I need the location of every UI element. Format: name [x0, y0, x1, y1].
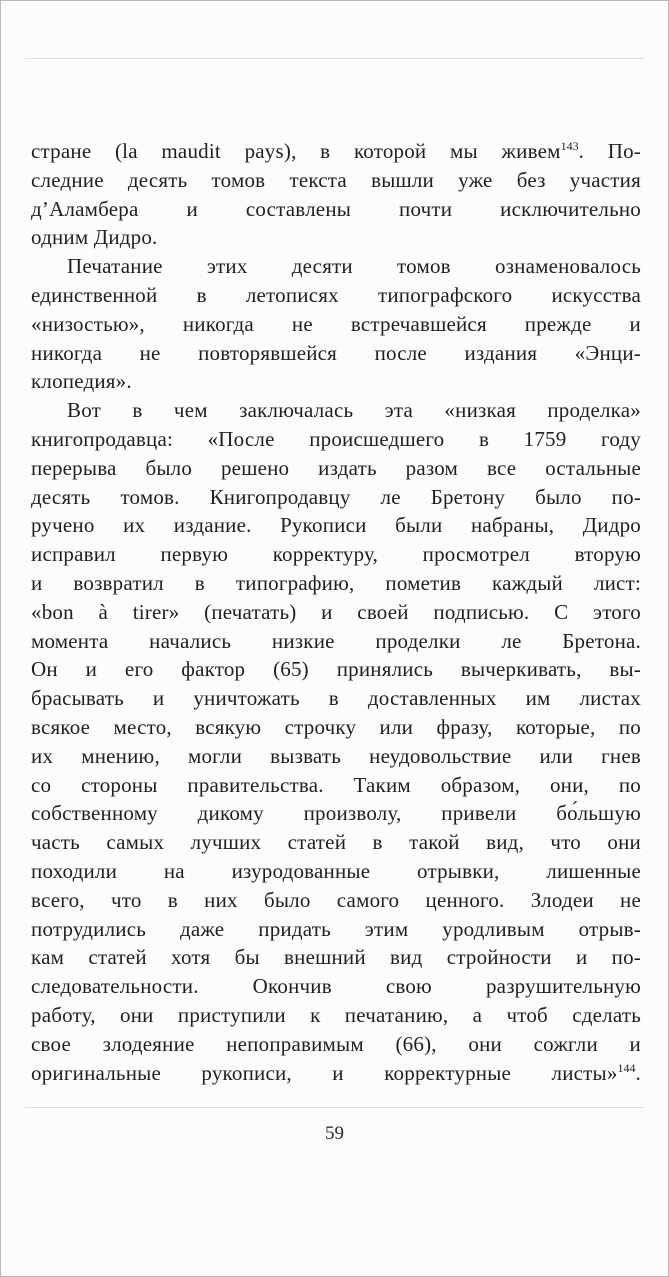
top-rule [25, 58, 644, 59]
text-line [31, 339, 641, 368]
text-line [31, 223, 641, 252]
text-line [31, 655, 641, 684]
text-line [31, 1001, 641, 1030]
text-line [31, 886, 641, 915]
text-segment: работу, они приступили к печатанию, а чтоб сделать [31, 1002, 641, 1027]
text-segment: оригинальные рукописи, и корректурные листы» [31, 1060, 618, 1085]
text-segment: брасывать и уничтожать в доставленных им листах [31, 686, 641, 711]
text-line [31, 828, 641, 857]
text-segment: «низостью», никогда не встречавшейся прежде и [31, 311, 641, 336]
text-segment: клопедия». [31, 369, 132, 394]
text-segment: стране (la maudit pays), в которой мы живем [31, 139, 561, 163]
text-segment: их мнению, могли вызвать неудовольствие или гнев [31, 743, 641, 768]
text-segment: потрудились даже придать этим уродливым отрыв- [31, 916, 641, 941]
text-segment: Он и его фактор (65) принялись вычеркивать, вы- [31, 657, 641, 682]
text-line [31, 943, 641, 972]
text-line [31, 195, 641, 224]
text-line [31, 799, 641, 828]
text-segment: ручено их издание. Рукописи были набраны, Дидро [31, 513, 641, 538]
text-segment: перерыва было решено издать разом все остальные [31, 455, 641, 480]
text-segment: д’Аламбера и составлены почти исключительно [31, 196, 641, 221]
text-segment: и возвратил в типографию, пометив каждый лист: [31, 570, 641, 595]
text-line [31, 713, 641, 742]
text-block [31, 137, 641, 1087]
text-segment: всего, что в них было самого ценного. Злодеи не [31, 887, 641, 912]
footnote-reference: 143 [560, 139, 579, 153]
text-line [31, 511, 641, 540]
footnote-reference: 144 [617, 1060, 636, 1075]
bottom-rule [25, 1107, 644, 1108]
text-line [31, 252, 641, 281]
text-segment: десять томов. Книгопродавцу ле Бретону было по- [31, 484, 641, 509]
text-segment: часть самых лучших статей в такой вид, что они [31, 830, 641, 855]
text-line [31, 540, 641, 569]
text-line [31, 454, 641, 483]
text-segment: походили на изуродованные отрывки, лишенные [31, 858, 641, 883]
text-segment: всякое место, всякую строчку или фразу, которые, по [31, 714, 641, 739]
text-line [31, 137, 641, 166]
page-number: 59 [325, 1123, 344, 1144]
text-line [31, 915, 641, 944]
text-line [31, 771, 641, 800]
text-line [31, 598, 641, 627]
text-segment: Печатание этих десяти томов ознаменовалось [67, 254, 641, 279]
text-line [31, 1059, 641, 1088]
text-line [31, 627, 641, 656]
text-line [31, 569, 641, 598]
text-segment: следние десять томов текста вышли уже без участия [31, 167, 641, 192]
text-segment: единственной в летописях типографского искусства [31, 282, 641, 307]
text-segment: исправил первую корректуру, просмотрел вторую [31, 542, 641, 567]
text-line [31, 684, 641, 713]
text-line [31, 483, 641, 512]
text-line [31, 1030, 641, 1059]
text-segment: следовательности. Окончив свою разрушительную [31, 974, 641, 999]
text-segment: свое злодеяние непоправимым (66), они сожгли и [31, 1031, 641, 1056]
text-segment: момента начались низкие проделки ле Бретона. [31, 628, 641, 653]
text-segment: собственному дикому произволу, привели бо́льшую [31, 801, 641, 826]
text-segment: . [635, 1060, 641, 1085]
text-line [31, 166, 641, 195]
text-segment: книгопродавца: «После происшедшего в 1759 году [31, 426, 641, 451]
text-segment: никогда не повторявшейся после издания «Энци- [31, 340, 641, 365]
text-line [31, 367, 641, 396]
text-line [31, 972, 641, 1001]
text-line [31, 742, 641, 771]
text-segment: кам статей хотя бы внешний вид стройности и по- [31, 945, 641, 970]
text-segment: со стороны правительства. Таким образом, они, по [31, 772, 641, 797]
text-segment: Вот в чем заключалась эта «низкая проделка» [67, 398, 641, 423]
text-segment: одним Дидро. [31, 225, 158, 250]
text-segment: «bon à tirer» (печатать) и своей подписью. С этого [31, 599, 641, 624]
text-line [31, 396, 641, 425]
text-line [31, 310, 641, 339]
text-line [31, 281, 641, 310]
text-line [31, 425, 641, 454]
text-line [31, 857, 641, 886]
text-segment: . По- [578, 139, 641, 163]
